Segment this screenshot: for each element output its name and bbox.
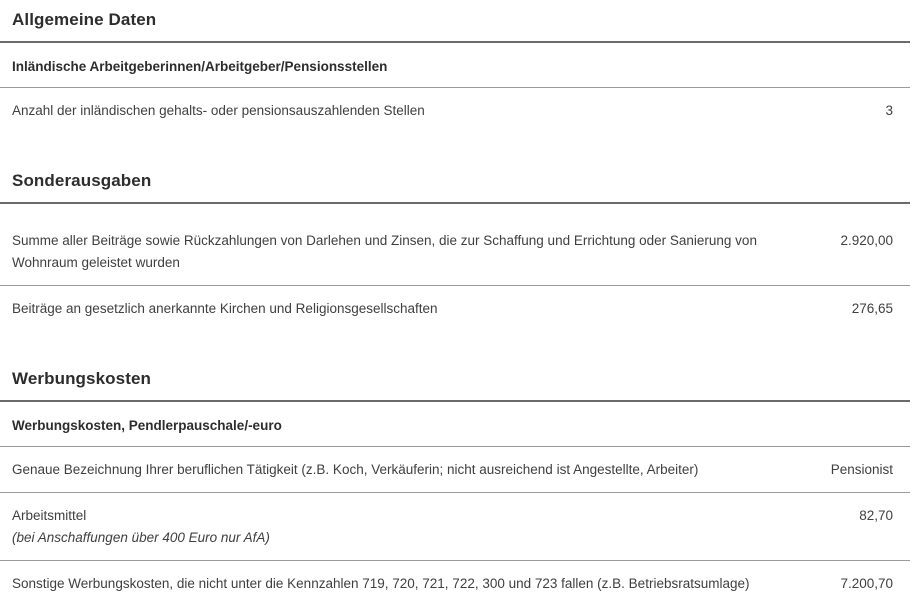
row-value: 276,65	[851, 301, 893, 316]
row-value: 3	[885, 103, 893, 118]
group-subtitle: Inländische Arbeitgeberinnen/Arbeitgeber/Pensionsstellen	[0, 43, 910, 88]
group-sonderausgaben	[0, 204, 910, 331]
row-label: Anzahl der inländischen gehalts- oder pensionsauszahlenden Stellen	[12, 103, 425, 118]
rows	[0, 88, 910, 133]
group-werbungskosten-pendlerpauschale	[0, 402, 910, 606]
row-value: Pensionist	[830, 462, 893, 477]
row-value: 7.200,70	[840, 576, 893, 591]
table-row	[0, 447, 910, 492]
section-title: Allgemeine Daten	[12, 10, 157, 29]
section-sonderausgaben	[0, 171, 910, 331]
row-label: Genaue Bezeichnung Ihrer beruflichen Tätigkeit (z.B. Koch, Verkäuferin; nicht ausreichend ist Angestellte, Arbeiter)	[12, 462, 699, 477]
group-inlaendische-arbeitgeber	[0, 43, 910, 133]
row-label-text: Arbeitsmittel	[12, 508, 87, 523]
table-row	[0, 218, 910, 285]
section-allgemeine-daten	[0, 10, 910, 133]
section-title: Werbungskosten	[12, 369, 151, 388]
table-row	[0, 285, 910, 331]
table-row	[0, 492, 910, 560]
row-note: (bei Anschaffungen über 400 Euro nur AfA)	[12, 530, 270, 545]
section-werbungskosten	[0, 369, 910, 606]
section-title: Sonderausgaben	[12, 171, 152, 190]
row-label: Summe aller Beiträge sowie Rückzahlungen von Darlehen und Zinsen, die zur Schaffung und Errichtung oder Sanierung von Wohnraum geleistet wurden	[12, 233, 757, 270]
rows	[0, 447, 910, 606]
table-row	[0, 88, 910, 133]
row-value: 82,70	[859, 508, 893, 523]
rows	[0, 204, 910, 331]
group-subtitle: Werbungskosten, Pendlerpauschale/-euro	[0, 402, 910, 447]
row-value: 2.920,00	[840, 233, 893, 248]
row-label: Sonstige Werbungskosten, die nicht unter die Kennzahlen 719, 720, 721, 722, 300 und 723 fallen (z.B. Betriebsratsumlage)	[12, 576, 750, 591]
row-label: Beiträge an gesetzlich anerkannte Kirchen und Religionsgesellschaften	[12, 301, 438, 316]
table-row	[0, 560, 910, 606]
row-label	[12, 505, 798, 549]
